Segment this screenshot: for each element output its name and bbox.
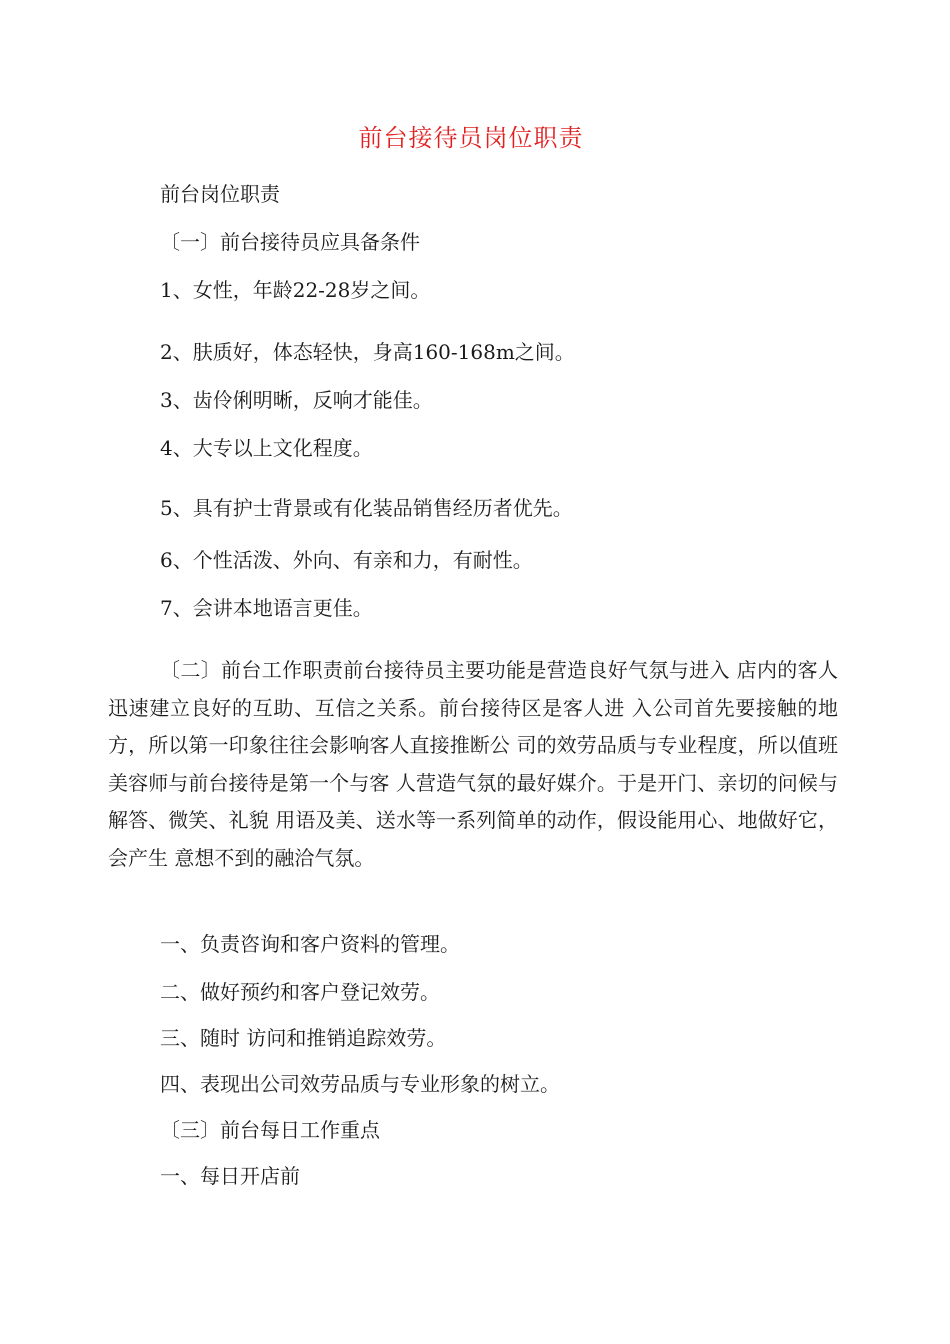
duty-item: 四、表现出公司效劳品质与专业形象的树立。 xyxy=(160,1072,560,1096)
list-item: 3、齿伶俐明晰，反响才能佳。 xyxy=(160,388,433,412)
list-item: 4、大专以上文化程度。 xyxy=(160,436,373,460)
document-title: 前台接待员岗位职责 xyxy=(358,124,584,152)
duty-item: 三、随时 访问和推销追踪效劳。 xyxy=(160,1026,447,1050)
subsection-heading-1: 〔一〕前台接待员应具备条件 xyxy=(160,230,420,254)
duty-item: 一、负责咨询和客户资料的管理。 xyxy=(160,932,460,956)
list-item: 7、会讲本地语言更佳。 xyxy=(160,596,373,620)
list-item: 5、具有护士背景或有化装品销售经历者优先。 xyxy=(160,496,573,520)
list-item: 一、每日开店前 xyxy=(160,1164,300,1188)
body-paragraph: 〔二〕前台工作职责前台接待员主要功能是营造良好气氛与进入 店内的客人迅速建立良好的互助、互信之关系。前台接待区是客人进 入公司首先要接触的地方，所以第一印象往往会影响客人直接推断公 司的效劳品质与专业程度，所以值班美容师与前台接待是第一个与客 人营造气氛的最好媒介。于是开门、亲切的问候与解答、微笑、礼貌 用语及美、送水等一系列简单的动作，假设能用心、地做好它，会产生 意想不到的融洽气氛。 xyxy=(108,658,838,870)
list-item: 1、女性，年龄22-28岁之间。 xyxy=(160,278,431,302)
subsection-heading-3: 〔三〕前台每日工作重点 xyxy=(160,1118,380,1142)
list-item: 6、个性活泼、外向、有亲和力，有耐性。 xyxy=(160,548,533,572)
list-item: 2、肤质好，体态轻快，身高160-168m之间。 xyxy=(160,340,575,364)
section-heading: 前台岗位职责 xyxy=(160,182,280,206)
duty-item: 二、做好预约和客户登记效劳。 xyxy=(160,980,440,1004)
